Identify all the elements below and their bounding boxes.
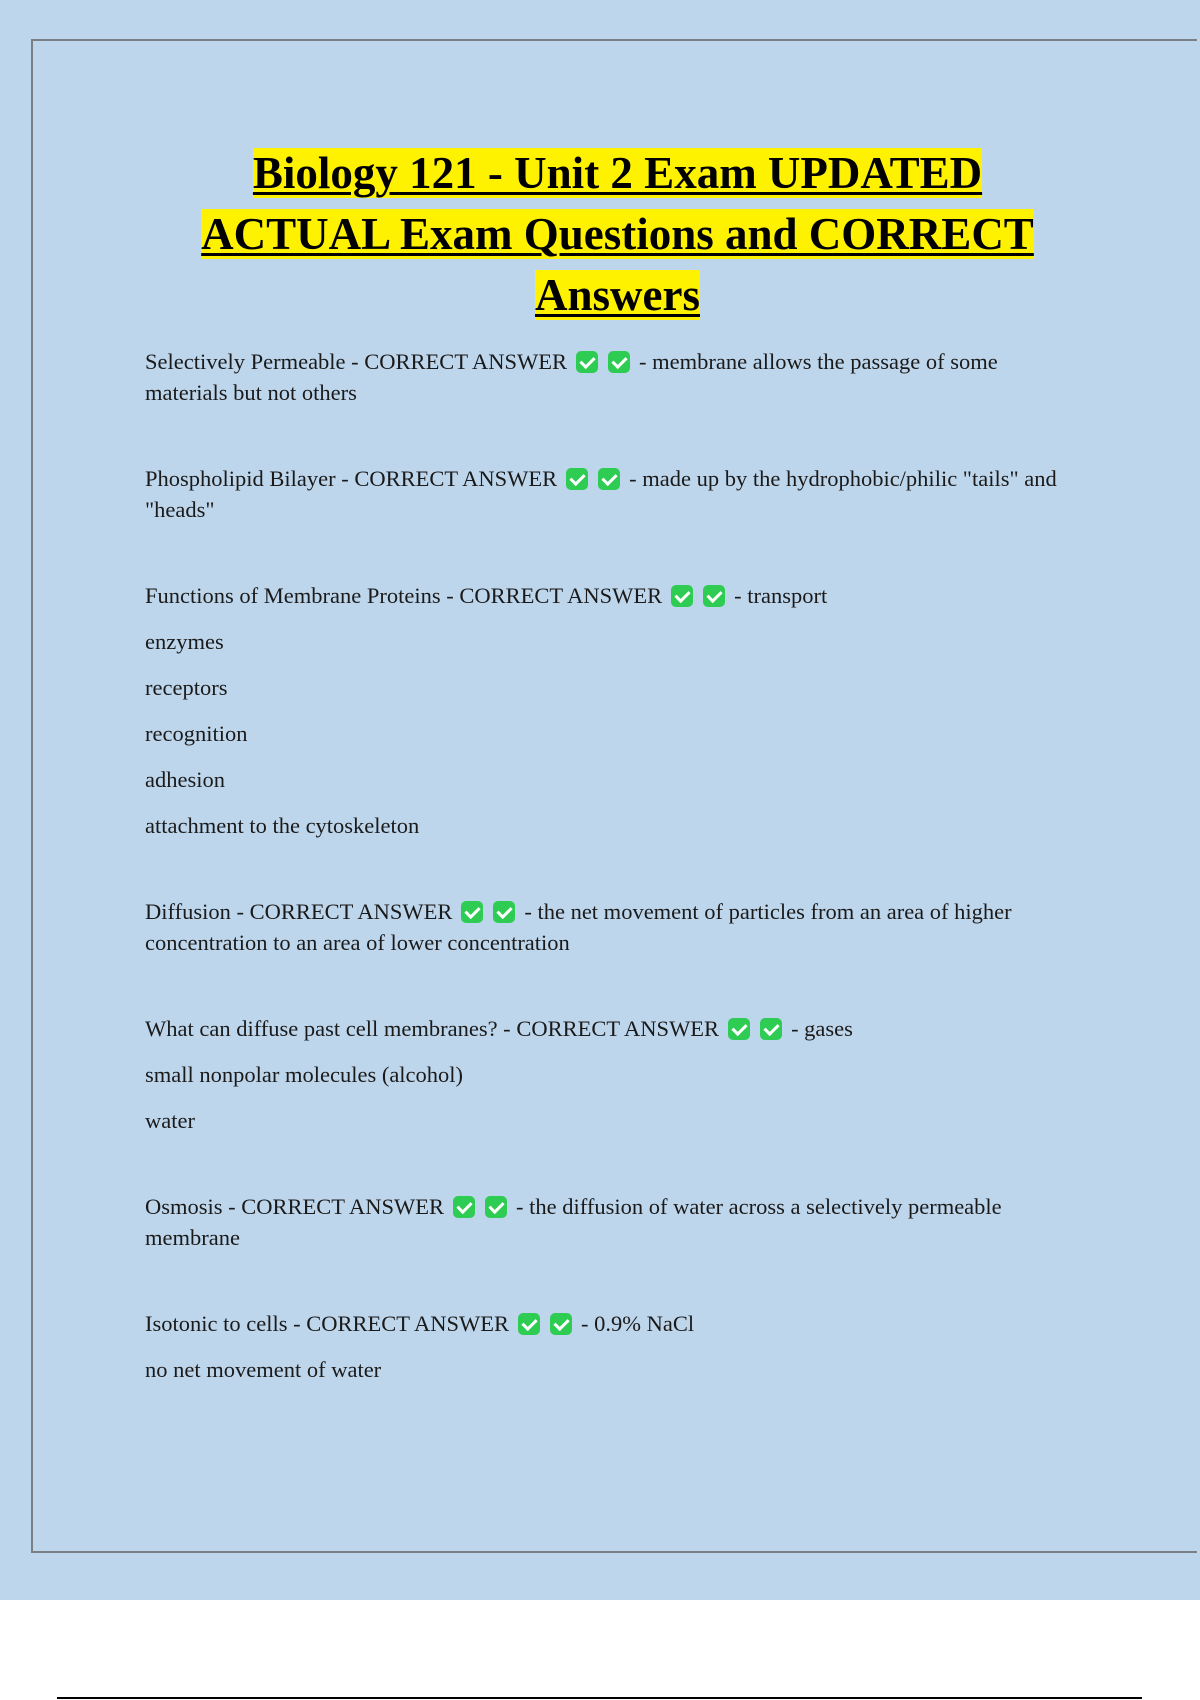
qa-line	[145, 463, 1085, 525]
check-badge-icon	[566, 468, 588, 490]
check-badge-icon	[703, 585, 725, 607]
correct-answer-label: CORRECT ANSWER	[364, 349, 568, 374]
title-line-3: Answers	[535, 270, 700, 320]
qa-answer: - the diffusion of water across a selectively permeable membrane	[145, 1194, 1002, 1250]
correct-answer-label: CORRECT ANSWER	[241, 1194, 445, 1219]
check-badge-icon	[760, 1018, 782, 1040]
check-badge-icon	[493, 901, 515, 923]
check-badge-icon	[518, 1313, 540, 1335]
qa-extra-line: adhesion	[145, 767, 225, 792]
title-line-2: ACTUAL Exam Questions and CORRECT	[201, 209, 1034, 259]
qa-line	[145, 1308, 1085, 1339]
qa-extra-line: attachment to the cytoskeleton	[145, 813, 420, 838]
qa-answer: - gases	[791, 1016, 853, 1041]
qa-line	[145, 346, 1085, 408]
qa-answer: - membrane allows the passage of some materials but not others	[145, 349, 998, 405]
qa-entry	[145, 1308, 1085, 1385]
check-badge-icon	[461, 901, 483, 923]
qa-term: Functions of Membrane Proteins -	[145, 583, 460, 608]
qa-line	[145, 580, 1085, 611]
qa-answer: - transport	[734, 583, 828, 608]
check-badge-icon	[485, 1196, 507, 1218]
footer-rule	[57, 1697, 1142, 1699]
qa-answer: - 0.9% NaCl	[580, 1311, 695, 1336]
qa-extra-line: no net movement of water	[145, 1357, 382, 1382]
qa-answer: - made up by the hydrophobic/philic "tails" and "heads"	[145, 466, 1057, 522]
check-badge-icon	[550, 1313, 572, 1335]
correct-answer-label: CORRECT ANSWER	[249, 899, 453, 924]
qa-entry	[145, 1013, 1085, 1136]
qa-extra-line: water	[145, 1108, 195, 1133]
qa-extra-line: recognition	[145, 721, 248, 746]
qa-term: Osmosis -	[145, 1194, 242, 1219]
qa-line	[145, 1013, 1085, 1044]
correct-answer-label: CORRECT ANSWER	[516, 1016, 720, 1041]
qa-line	[145, 896, 1085, 958]
qa-entry	[145, 346, 1085, 408]
qa-extra-line: small nonpolar molecules (alcohol)	[145, 1062, 464, 1087]
qa-entry	[145, 463, 1085, 525]
qa-entry	[145, 896, 1085, 958]
correct-answer-label: CORRECT ANSWER	[354, 466, 558, 491]
page-title	[110, 143, 1125, 326]
qa-line	[145, 1191, 1085, 1253]
qa-list	[145, 346, 1085, 1440]
check-badge-icon	[576, 351, 598, 373]
qa-term: Selectively Permeable -	[145, 349, 365, 374]
check-badge-icon	[608, 351, 630, 373]
title-line-1: Biology 121 - Unit 2 Exam UPDATED	[252, 148, 983, 198]
qa-term: Isotonic to cells -	[145, 1311, 307, 1336]
qa-term: Phospholipid Bilayer -	[145, 466, 355, 491]
check-badge-icon	[453, 1196, 475, 1218]
qa-extra-line: enzymes	[145, 629, 224, 654]
qa-term: What can diffuse past cell membranes? -	[145, 1016, 517, 1041]
qa-entry	[145, 580, 1085, 841]
qa-answer: - the net movement of particles from an area of higher concentration to an area of lower concentration	[145, 899, 1012, 955]
qa-extra-line: receptors	[145, 675, 228, 700]
check-badge-icon	[671, 585, 693, 607]
correct-answer-label: CORRECT ANSWER	[459, 583, 663, 608]
qa-entry	[145, 1191, 1085, 1253]
correct-answer-label: CORRECT ANSWER	[306, 1311, 509, 1336]
check-badge-icon	[728, 1018, 750, 1040]
qa-term: Diffusion -	[145, 899, 250, 924]
check-badge-icon	[598, 468, 620, 490]
